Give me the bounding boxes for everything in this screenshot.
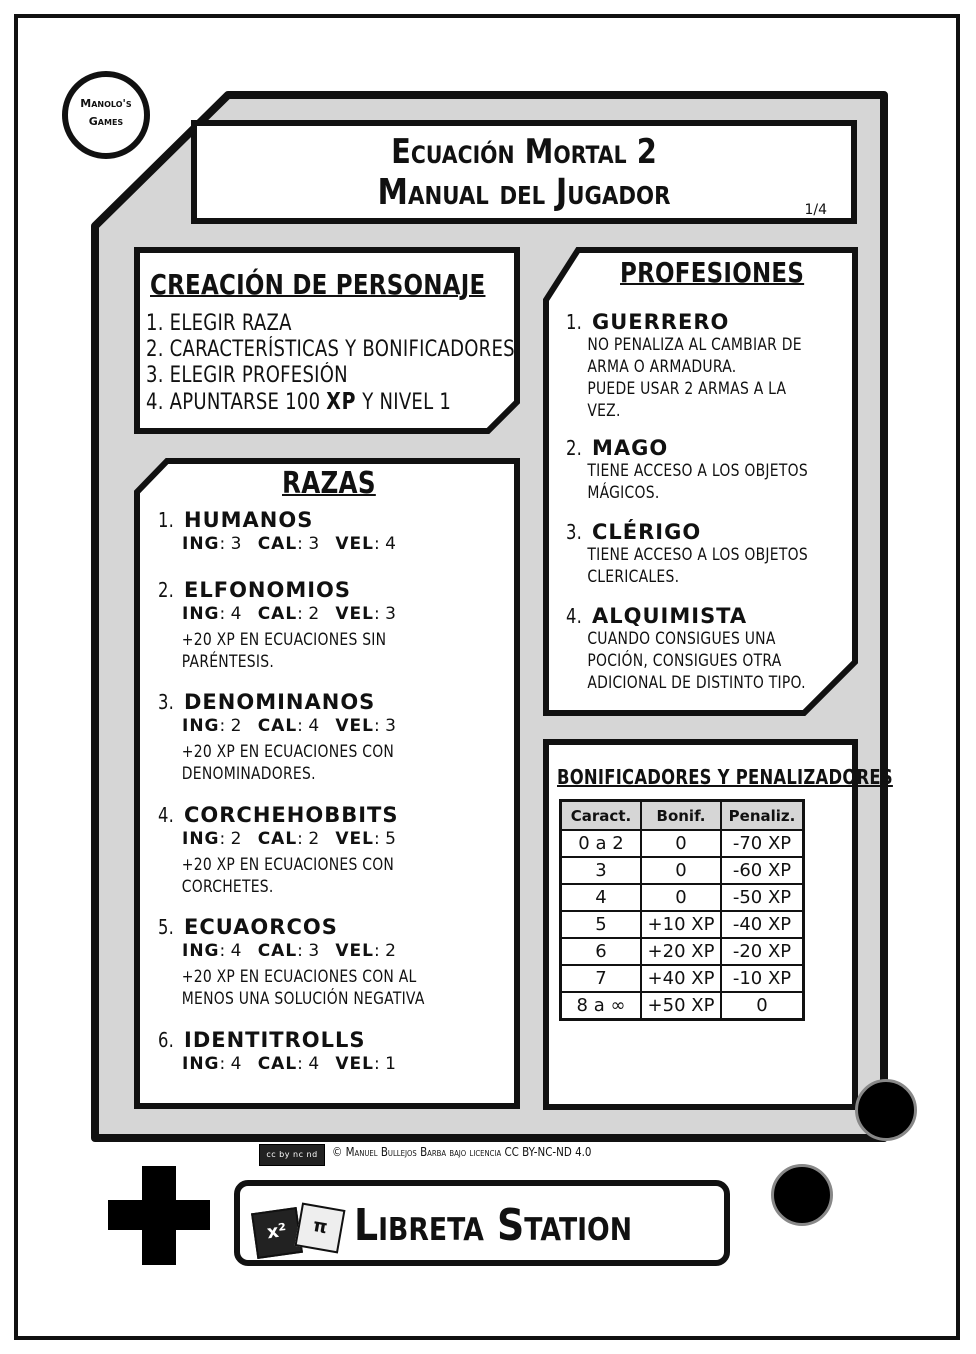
stat-vel-label: VEL bbox=[335, 941, 374, 961]
stat-vel-value: 3 bbox=[385, 716, 396, 736]
cell-bonif: +20 XP bbox=[641, 938, 721, 965]
stat-cal-label: CAL bbox=[257, 604, 298, 624]
dice-dark bbox=[251, 1207, 303, 1259]
stat-ing-label: ING bbox=[182, 534, 220, 554]
header-caract: Caract. bbox=[561, 801, 642, 831]
cell-caract: 4 bbox=[561, 884, 642, 911]
license-badge bbox=[259, 1144, 325, 1166]
raza-note-2: MENOS UNA SOLUCIÓN NEGATIVA bbox=[181, 989, 425, 1009]
profesion-name: MAGO bbox=[592, 436, 669, 460]
stat-ing-label: ING bbox=[182, 604, 220, 624]
cell-penaliz: -40 XP bbox=[721, 911, 804, 938]
raza-num: 1. bbox=[158, 508, 175, 532]
stat-vel-label: VEL bbox=[335, 829, 374, 849]
stat-ing-value: 4 bbox=[230, 1054, 242, 1074]
raza-item bbox=[158, 803, 508, 897]
cell-bonif: 0 bbox=[641, 884, 721, 911]
raza-title bbox=[158, 690, 508, 714]
cell-caract: 7 bbox=[561, 965, 642, 992]
profesion-title bbox=[566, 310, 846, 334]
raza-stats: ING: 3 CAL: 3 VEL: 4 bbox=[182, 534, 396, 554]
profesion-desc-line: PUEDE USAR 2 ARMAS A LA bbox=[587, 379, 787, 399]
cell-penaliz: 0 bbox=[721, 992, 804, 1020]
cell-penaliz: -60 XP bbox=[721, 857, 804, 884]
stat-cal-value: 3 bbox=[308, 534, 320, 554]
cell-bonif: +40 XP bbox=[641, 965, 721, 992]
profesion-desc-line: MÁGICOS. bbox=[587, 483, 660, 503]
raza-note-2: DENOMINADORES. bbox=[181, 764, 316, 784]
table-row bbox=[561, 830, 804, 857]
raza-note-2: CORCHETES. bbox=[181, 877, 274, 897]
profesion-title bbox=[566, 604, 846, 628]
stat-vel-value: 4 bbox=[385, 534, 396, 554]
bonificadores-heading: BONIFICADORES Y PENALIZADORES bbox=[557, 765, 893, 789]
license-text: © Manuel Bullejos Barba bajo licencia CC BY-NC-ND 4.0 bbox=[332, 1145, 592, 1159]
header-penaliz: Penaliz. bbox=[721, 801, 804, 831]
raza-stats: ING: 4 CAL: 2 VEL: 3 bbox=[182, 604, 396, 624]
raza-num: 5. bbox=[158, 915, 175, 939]
cell-penaliz: -20 XP bbox=[721, 938, 804, 965]
cell-bonif: +50 XP bbox=[641, 992, 721, 1020]
stat-cal-value: 2 bbox=[308, 604, 320, 624]
raza-name: ECUAORCOS bbox=[184, 915, 338, 939]
title-line2: Manual del Jugador bbox=[377, 172, 671, 213]
dpad-vertical[interactable] bbox=[142, 1166, 176, 1265]
raza-item bbox=[158, 578, 508, 672]
stat-cal-label: CAL bbox=[257, 829, 298, 849]
raza-stats: ING: 4 CAL: 4 VEL: 1 bbox=[182, 1054, 396, 1074]
title-line1: Ecuación Mortal 2 bbox=[391, 132, 657, 172]
bonificadores-table bbox=[559, 799, 805, 1021]
raza-title bbox=[158, 578, 508, 602]
creacion-step-3: 3. ELEGIR PROFESIÓN bbox=[146, 363, 348, 388]
raza-item bbox=[158, 1028, 508, 1074]
cell-penaliz: -70 XP bbox=[721, 830, 804, 857]
profesion-desc-line: POCIÓN, CONSIGUES OTRA bbox=[587, 651, 782, 671]
raza-title bbox=[158, 508, 508, 532]
profesion-num: 3. bbox=[566, 520, 583, 544]
profesion-title bbox=[566, 436, 846, 460]
dice-light bbox=[295, 1203, 346, 1254]
raza-num: 4. bbox=[158, 803, 175, 827]
stat-cal-value: 3 bbox=[308, 941, 320, 961]
profesion-num: 4. bbox=[566, 604, 583, 628]
raza-item bbox=[158, 915, 508, 1009]
stat-cal-value: 4 bbox=[308, 716, 320, 736]
stat-ing-value: 3 bbox=[230, 534, 242, 554]
raza-title bbox=[158, 1028, 508, 1052]
step4-xp: XP bbox=[326, 389, 357, 415]
table-row bbox=[561, 992, 804, 1020]
razas-heading: RAZAS bbox=[282, 466, 376, 501]
logo-line1: Manolo's bbox=[80, 97, 132, 110]
profesion-num: 1. bbox=[566, 310, 583, 334]
profesion-item bbox=[566, 310, 846, 422]
raza-num: 2. bbox=[158, 578, 175, 602]
stat-ing-value: 2 bbox=[230, 716, 242, 736]
profesion-desc-line: ADICIONAL DE DISTINTO TIPO. bbox=[587, 673, 806, 693]
header-bonif: Bonif. bbox=[641, 801, 721, 831]
stat-cal-label: CAL bbox=[257, 534, 298, 554]
profesion-item bbox=[566, 436, 846, 504]
profesion-num: 2. bbox=[566, 436, 583, 460]
raza-note-1: +20 XP EN ECUACIONES CON bbox=[181, 742, 395, 762]
cell-bonif: +10 XP bbox=[641, 911, 721, 938]
profesion-desc-line: TIENE ACCESO A LOS OBJETOS bbox=[587, 545, 808, 565]
profesion-item bbox=[566, 604, 846, 694]
stat-cal-label: CAL bbox=[257, 941, 298, 961]
stat-vel-label: VEL bbox=[335, 1054, 374, 1074]
stat-ing-label: ING bbox=[182, 1054, 220, 1074]
creacion-heading: CREACIÓN DE PERSONAJE bbox=[150, 268, 486, 301]
cell-caract: 5 bbox=[561, 911, 642, 938]
stat-vel-value: 3 bbox=[385, 604, 396, 624]
stat-ing-value: 4 bbox=[230, 941, 242, 961]
dice-light-label: π bbox=[311, 1214, 330, 1239]
stat-ing-label: ING bbox=[182, 829, 220, 849]
table-row bbox=[561, 911, 804, 938]
profesion-name: CLÉRIGO bbox=[592, 520, 702, 544]
raza-name: CORCHEHOBBITS bbox=[184, 803, 399, 827]
table-row bbox=[561, 884, 804, 911]
step4-pre: 4. APUNTARSE 100 bbox=[146, 390, 321, 415]
creacion-step-2: 2. CARACTERÍSTICAS Y BONIFICADORES bbox=[146, 337, 515, 362]
stat-ing-value: 4 bbox=[230, 604, 242, 624]
stat-ing-label: ING bbox=[182, 941, 220, 961]
table-row bbox=[561, 938, 804, 965]
stat-vel-label: VEL bbox=[335, 716, 374, 736]
creacion-step-4 bbox=[146, 389, 451, 415]
profesion-desc-line: NO PENALIZA AL CAMBIAR DE bbox=[587, 335, 802, 355]
raza-title bbox=[158, 915, 508, 939]
cell-bonif: 0 bbox=[641, 830, 721, 857]
profesion-name: ALQUIMISTA bbox=[592, 604, 748, 628]
stat-ing-value: 2 bbox=[230, 829, 242, 849]
logo bbox=[62, 71, 150, 159]
brand-box bbox=[234, 1180, 730, 1266]
stat-cal-label: CAL bbox=[257, 1054, 298, 1074]
profesion-desc-line: VEZ. bbox=[587, 401, 621, 421]
stat-vel-value: 2 bbox=[385, 941, 396, 961]
creacion-step-1: 1. ELEGIR RAZA bbox=[146, 311, 292, 336]
profesion-name: GUERRERO bbox=[592, 310, 730, 334]
raza-stats: ING: 4 CAL: 3 VEL: 2 bbox=[182, 941, 396, 961]
cell-caract: 8 a ∞ bbox=[561, 992, 642, 1020]
cell-caract: 0 a 2 bbox=[561, 830, 642, 857]
raza-name: HUMANOS bbox=[184, 508, 314, 532]
raza-item bbox=[158, 690, 508, 784]
step4-post: Y NIVEL 1 bbox=[362, 390, 452, 415]
profesion-desc-line: CUANDO CONSIGUES UNA bbox=[587, 629, 776, 649]
razas-list bbox=[158, 508, 508, 1098]
stat-vel-value: 5 bbox=[385, 829, 396, 849]
cell-bonif: 0 bbox=[641, 857, 721, 884]
profesion-desc-line: TIENE ACCESO A LOS OBJETOS bbox=[587, 461, 808, 481]
round-button-a[interactable] bbox=[855, 1079, 917, 1141]
brand-title: Libreta Station bbox=[354, 1200, 633, 1251]
profesion-desc-line: ARMA O ARMADURA. bbox=[587, 357, 737, 377]
raza-note-2: PARÉNTESIS. bbox=[181, 652, 275, 672]
table-row bbox=[561, 857, 804, 884]
raza-num: 3. bbox=[158, 690, 175, 714]
license-badge-text: cc by nc nd bbox=[266, 1150, 318, 1159]
raza-note-1: +20 XP EN ECUACIONES CON bbox=[181, 855, 395, 875]
stat-cal-value: 4 bbox=[308, 1054, 320, 1074]
cell-penaliz: -50 XP bbox=[721, 884, 804, 911]
logo-line2: Games bbox=[88, 115, 124, 128]
raza-name: ELFONOMIOS bbox=[184, 578, 352, 602]
profesiones-list bbox=[566, 310, 846, 710]
raza-item bbox=[158, 508, 508, 554]
stat-cal-value: 2 bbox=[308, 829, 320, 849]
cell-caract: 3 bbox=[561, 857, 642, 884]
table-header-row bbox=[561, 801, 804, 831]
page-number: 1/4 bbox=[804, 202, 827, 218]
stat-vel-label: VEL bbox=[335, 534, 374, 554]
raza-name: IDENTITROLLS bbox=[184, 1028, 366, 1052]
profesion-desc-line: CLERICALES. bbox=[587, 567, 680, 587]
raza-stats: ING: 2 CAL: 4 VEL: 3 bbox=[182, 716, 396, 736]
cell-penaliz: -10 XP bbox=[721, 965, 804, 992]
title-panel bbox=[191, 120, 857, 224]
stat-ing-label: ING bbox=[182, 716, 220, 736]
profesion-title bbox=[566, 520, 846, 544]
raza-title bbox=[158, 803, 508, 827]
raza-note-1: +20 XP EN ECUACIONES SIN bbox=[181, 630, 387, 650]
raza-name: DENOMINANOS bbox=[184, 690, 376, 714]
profesion-item bbox=[566, 520, 846, 588]
cell-caract: 6 bbox=[561, 938, 642, 965]
table-row bbox=[561, 965, 804, 992]
bonificadores-panel bbox=[543, 739, 893, 1110]
raza-num: 6. bbox=[158, 1028, 175, 1052]
round-button-b[interactable] bbox=[771, 1164, 833, 1226]
raza-note-1: +20 XP EN ECUACIONES CON AL bbox=[181, 967, 417, 987]
stat-vel-value: 1 bbox=[385, 1054, 396, 1074]
stat-cal-label: CAL bbox=[257, 716, 298, 736]
profesiones-heading: PROFESIONES bbox=[620, 256, 805, 289]
stat-vel-label: VEL bbox=[335, 604, 374, 624]
raza-stats: ING: 2 CAL: 2 VEL: 5 bbox=[182, 829, 396, 849]
dice-dark-label: x² bbox=[265, 1219, 288, 1244]
